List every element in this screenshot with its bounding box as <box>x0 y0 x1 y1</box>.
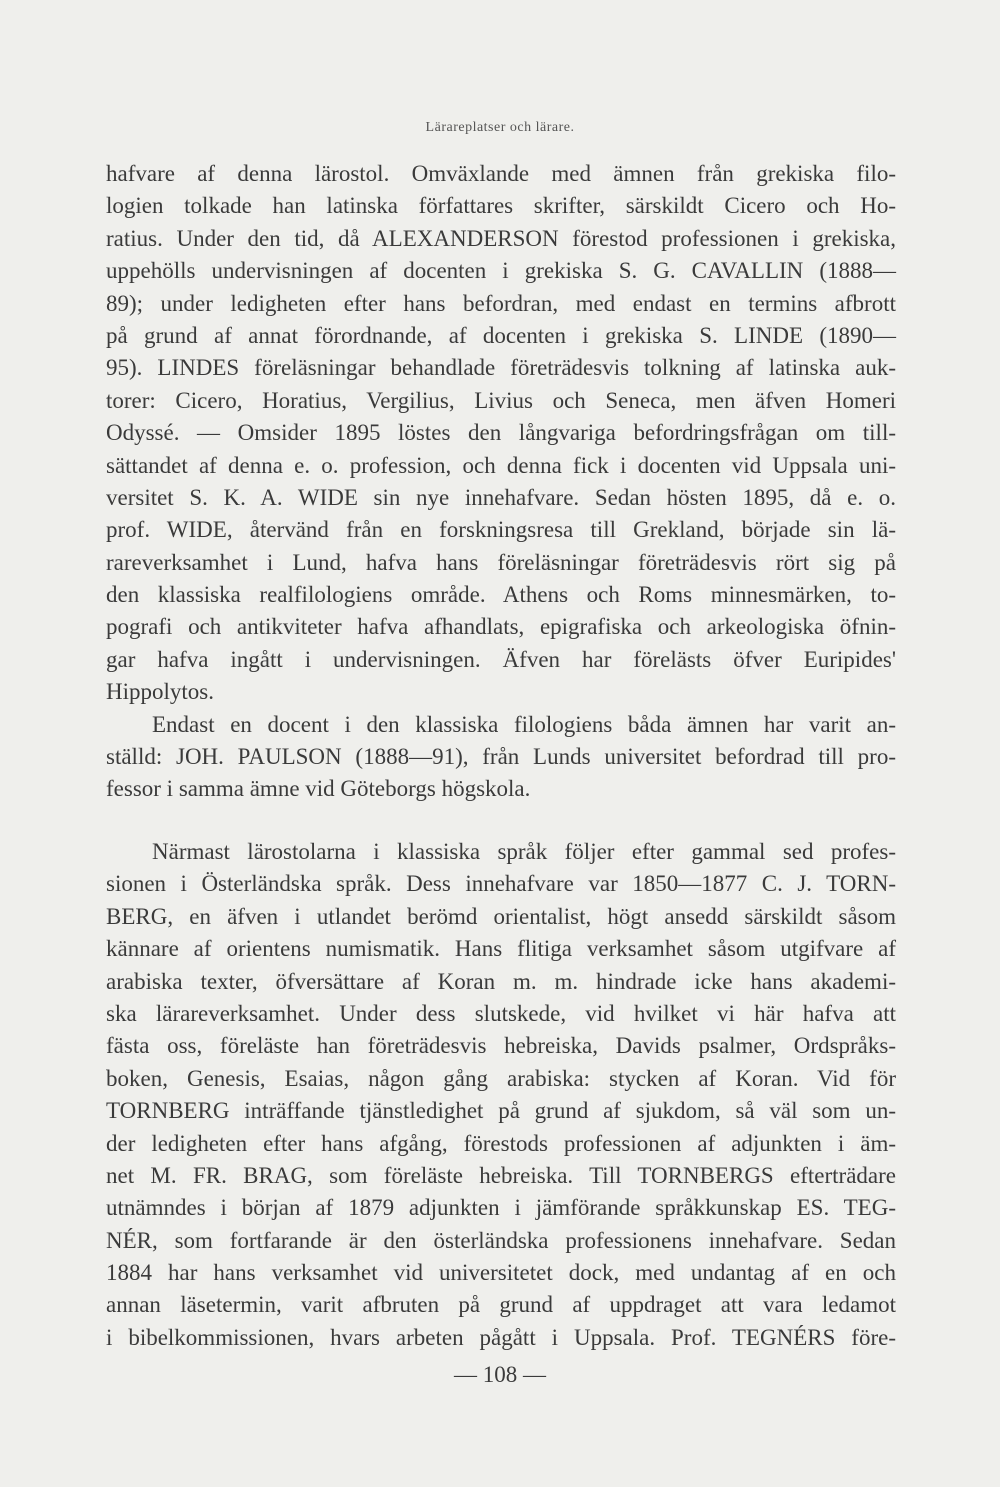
text-line: på grund af annat förordnande, af docenten i grekiska S. LINDE (1890— <box>106 322 896 348</box>
paragraph-1 <box>106 158 896 709</box>
text-line: versitet S. K. A. WIDE sin nye innehafvare. Sedan hösten 1895, då e. o. <box>106 484 896 510</box>
text-line: uppehölls undervisningen af docenten i grekiska S. G. CAVALLIN (1888— <box>106 258 896 284</box>
text-line: Endast en docent i den klassiska filologiens båda ämnen har varit an- <box>152 711 896 737</box>
text-line: hafvare af denna lärostol. Omväxlande med ämnen från grekiska filo- <box>106 161 896 186</box>
text-line: BERG, en äfven i utlandet berömd orientalist, högt ansedd särskildt såsom <box>106 903 896 929</box>
running-header: Lärareplatser och lärare. <box>425 120 575 135</box>
text-line: i bibelkommissionen, hvars arbeten pågått i Uppsala. Prof. TEGNÉRS före- <box>106 1324 896 1350</box>
body-text-lower <box>106 836 896 1354</box>
text-line: den klassiska realfilologiens område. Athens och Roms minnesmärken, to- <box>106 582 896 608</box>
text-line: ställd: JOH. PAULSON (1888—91), från Lunds universitet befordrad till pro- <box>106 744 896 770</box>
text-line: arabiska texter, öfversättare af Koran m. m. hindrade icke hans akademi- <box>106 968 896 994</box>
text-line: prof. WIDE, återvänd från en forskningsresa till Grekland, började sin lä- <box>106 517 896 543</box>
text-line: der ledigheten efter hans afgång, förestods professionen af adjunkten i äm- <box>106 1130 896 1156</box>
text-line: rareverksamhet i Lund, hafva hans föreläsningar företrädesvis rört sig på <box>106 549 896 575</box>
text-line: TORNBERG inträffande tjänstledighet på grund af sjukdom, så väl som un- <box>106 1098 896 1124</box>
text-line: Odyssé. — Omsider 1895 löstes den långvariga befordringsfrågan om till- <box>106 420 896 446</box>
text-line: 89); under ledigheten efter hans befordran, med endast en termins afbrott <box>106 290 896 316</box>
paragraph-3 <box>106 836 896 1354</box>
text-line: logien tolkade han latinska författares skrifter, särskildt Cicero och Ho- <box>106 193 896 219</box>
text-line: 1884 har hans verksamhet vid universitetet dock, med undantag af en och <box>106 1260 896 1286</box>
body-text-upper <box>106 158 896 806</box>
text-line: kännare af orientens numismatik. Hans flitiga verksamhet såsom utgifvare af <box>106 936 896 962</box>
text-line: gar hafva ingått i undervisningen. Äfven har förelästs öfver Euripides' <box>106 646 896 672</box>
text-line: net M. FR. BRAG, som föreläste hebreiska. Till TORNBERGS efterträdare <box>106 1162 896 1188</box>
text-line: sionen i Österländska språk. Dess innehafvare var 1850—1877 C. J. TORN- <box>106 871 896 897</box>
paragraph-2 <box>106 709 896 806</box>
text-line: utnämndes i början af 1879 adjunkten i jämförande språkkunskap ES. TEG- <box>106 1195 896 1221</box>
text-line: pografi och antikviteter hafva afhandlats, epigrafiska och arkeologiska öfnin- <box>106 614 896 640</box>
text-line: 95). LINDES föreläsningar behandlade företrädesvis tolkning af latinska auk- <box>106 355 896 381</box>
text-line: Närmast lärostolarna i klassiska språk följer efter gammal sed profes- <box>152 839 896 864</box>
text-line: boken, Genesis, Esaias, någon gång arabiska: stycken af Koran. Vid för <box>106 1065 896 1091</box>
text-line: ratius. Under den tid, då ALEXANDERSON förestod professionen i grekiska, <box>106 225 896 251</box>
text-line: Hippolytos. <box>106 679 214 705</box>
text-line: sättandet af denna e. o. profession, och denna fick i docenten vid Uppsala uni- <box>106 452 896 478</box>
text-line: fästa oss, föreläste han företrädesvis hebreiska, Davids psalmer, Ordspråks- <box>106 1033 896 1059</box>
text-line: torer: Cicero, Horatius, Vergilius, Livius och Seneca, men äfven Homeri <box>106 387 896 413</box>
text-line: annan läsetermin, varit afbruten på grund af uppdraget att vara ledamot <box>106 1292 896 1318</box>
page-number: — 108 — <box>454 1362 546 1387</box>
text-line: fessor i samma ämne vid Göteborgs högskola. <box>106 776 531 802</box>
text-line: ska lärareverksamhet. Under dess slutskede, vid hvilket vi här hafva att <box>106 1000 896 1026</box>
text-line: NÉR, som fortfarande är den österländska professionens innehafvare. Sedan <box>106 1227 896 1253</box>
